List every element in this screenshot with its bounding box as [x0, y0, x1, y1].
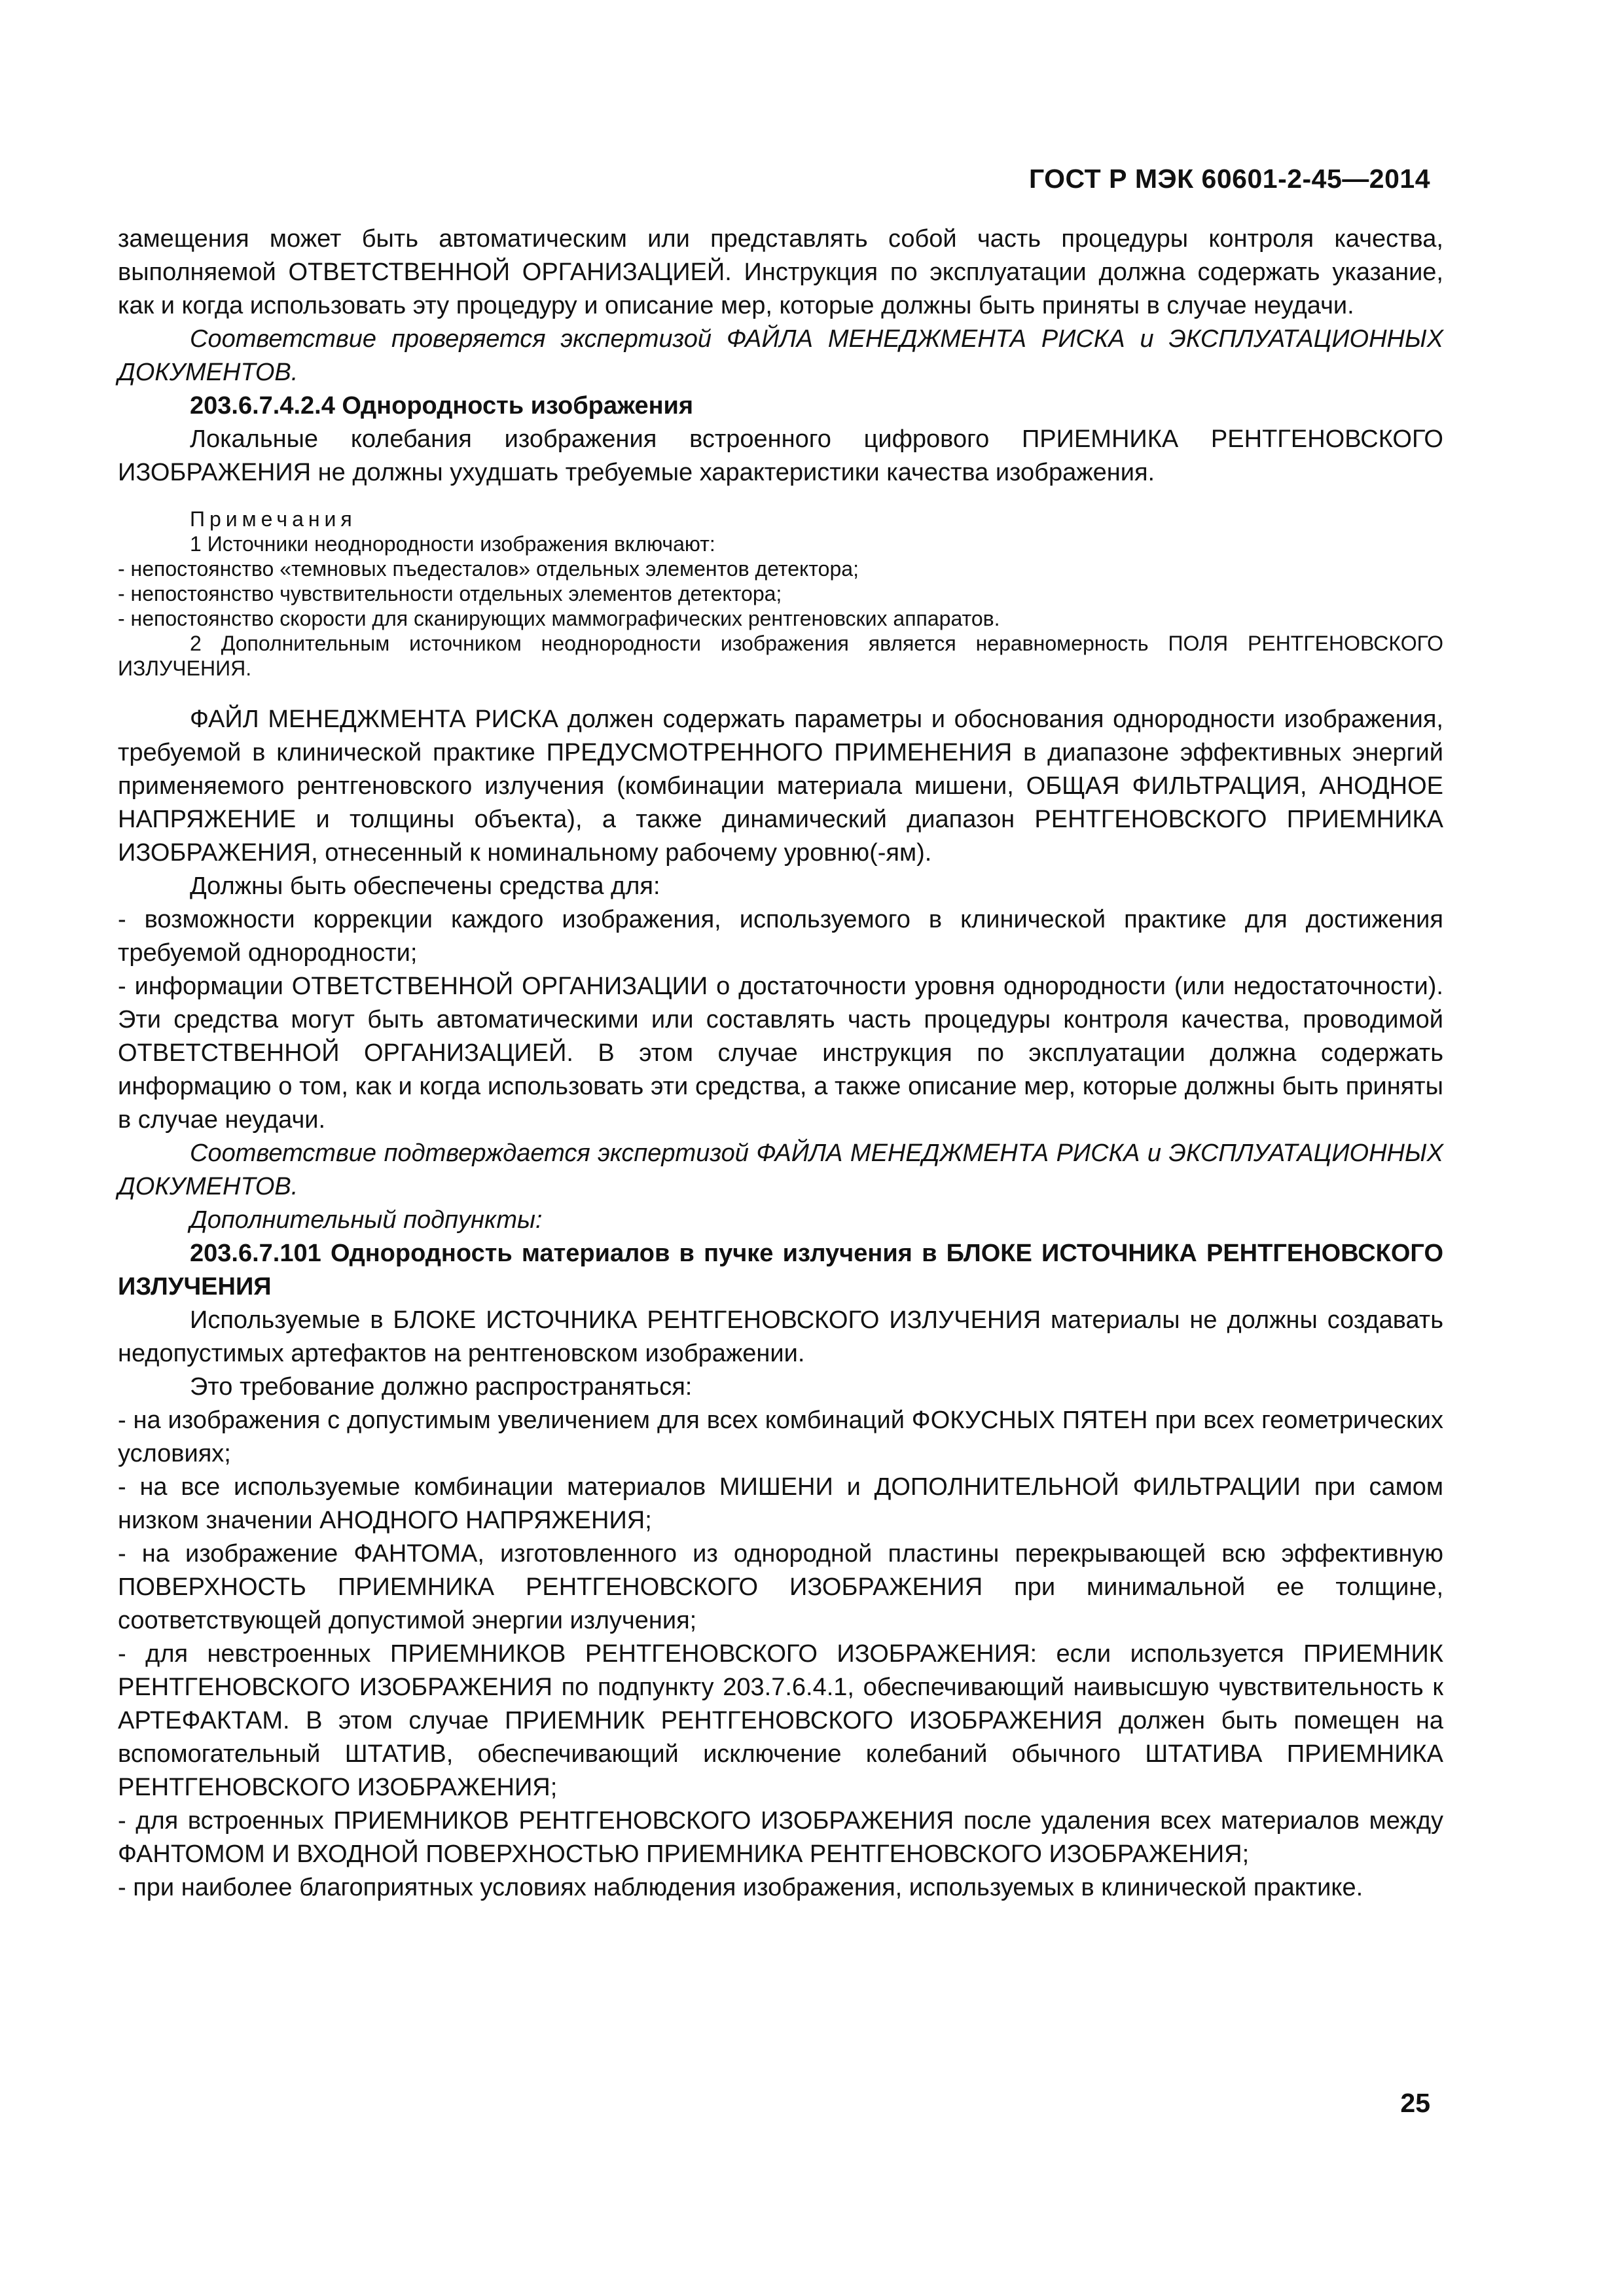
list-item: - информации ОТВЕТСТВЕННОЙ ОРГАНИЗАЦИИ о достаточности уровня однородности (или недостаточности). Эти средства могут быть автоматическими или составлять часть процедуры контроля качества, проводимой ОТВЕТСТВЕННОЙ ОРГАНИЗАЦИЕЙ. В этом случае инструкция по эксплуатации должна содержать информацию о том, как и когда использовать эти средства, а также описание мер, которые должны быть приняты в случае неудачи.	[118, 973, 1443, 1134]
section-heading: 203.6.7.4.2.4 Однородность изображения	[190, 392, 694, 420]
note-item: - непостоянство скорости для сканирующих маммографических рентгеновских аппаратов.	[118, 607, 1000, 630]
notes-block	[118, 507, 1443, 681]
note-2: 2 Дополнительным источником неоднородности изображения является неравномерность ПОЛЯ РЕНТГЕНОВСКОГО ИЗЛУЧЕНИЯ.	[118, 632, 1443, 680]
list-item: - на все используемые комбинации материалов МИШЕНИ и ДОПОЛНИТЕЛЬНОЙ ФИЛЬТРАЦИИ при самом низком значении АНОДНОГО НАПРЯЖЕНИЯ;	[118, 1473, 1443, 1534]
notes-title: Примечания	[190, 507, 357, 531]
page-number: 25	[1400, 2088, 1430, 2118]
list-item: - на изображение ФАНТОМА, изготовленного из однородной пластины перекрывающей всю эффективную ПОВЕРХНОСТЬ ПРИЕМНИКА РЕНТГЕНОВСКОГО ИЗОБРАЖЕНИЯ при минимальной ее толщине, соответствующей допустимой энергии излучения;	[118, 1540, 1443, 1634]
list-item: - при наиболее благоприятных условиях наблюдения изображения, используемых в клинической практике.	[118, 1874, 1363, 1901]
document-body	[118, 223, 1443, 1905]
continuation-paragraph: замещения может быть автоматическим или представлять собой часть процедуры контроля качества, выполняемой ОТВЕТСТВЕННОЙ ОРГАНИЗАЦИЕЙ. Инструкция по эксплуатации должна содержать указание, как и когда использовать эту процедуру и описание мер, которые должны быть приняты в случае неудачи.	[118, 225, 1443, 319]
note-item: - непостоянство «темновых пъедесталов» отдельных элементов детектора;	[118, 557, 859, 581]
note-1: 1 Источники неоднородности изображения включают:	[190, 532, 715, 556]
compliance-statement: Соответствие подтверждается экспертизой ФАЙЛА МЕНЕДЖМЕНТА РИСКА и ЭКСПЛУАТАЦИОННЫХ ДОКУМЕНТОВ.	[118, 1139, 1443, 1200]
list-item: - возможности коррекции каждого изображения, используемого в клинической практике для достижения требуемой однородности;	[118, 906, 1443, 967]
document-header: ГОСТ Р МЭК 60601-2-45—2014	[1028, 164, 1430, 194]
paragraph: Локальные колебания изображения встроенного цифрового ПРИЕМНИКА РЕНТГЕНОВСКОГО ИЗОБРАЖЕНИЯ не должны ухудшать требуемые характеристики качества изображения.	[118, 425, 1443, 486]
paragraph: ФАЙЛ МЕНЕДЖМЕНТА РИСКА должен содержать параметры и обоснования однородности изображения, требуемой в клинической практике ПРЕДУСМОТРЕННОГО ПРИМЕНЕНИЯ в диапазоне эффективных энергий применяемого рентгеновского излучения (комбинации материала мишени, ОБЩАЯ ФИЛЬТРАЦИЯ, АНОДНОЕ НАПРЯЖЕНИЕ и толщины объекта), а также динамический диапазон РЕНТГЕНОВСКОГО ПРИЕМНИКА ИЗОБРАЖЕНИЯ, отнесенный к номинальному рабочему уровню(-ям).	[118, 706, 1443, 867]
list-item: - для встроенных ПРИЕМНИКОВ РЕНТГЕНОВСКОГО ИЗОБРАЖЕНИЯ после удаления всех материалов между ФАНТОМОМ И ВХОДНОЙ ПОВЕРХНОСТЬЮ ПРИЕМНИКА РЕНТГЕНОВСКОГО ИЗОБРАЖЕНИЯ;	[118, 1807, 1443, 1868]
note-item: - непостоянство чувствительности отдельных элементов детектора;	[118, 582, 782, 605]
compliance-statement: Соответствие проверяется экспертизой ФАЙЛА МЕНЕДЖМЕНТА РИСКА и ЭКСПЛУАТАЦИОННЫХ ДОКУМЕНТОВ.	[118, 325, 1443, 386]
paragraph: Должны быть обеспечены средства для:	[190, 872, 660, 900]
section-heading: 203.6.7.101 Однородность материалов в пучке излучения в БЛОКЕ ИСТОЧНИКА РЕНТГЕНОВСКОГО ИЗЛУЧЕНИЯ	[118, 1240, 1443, 1300]
paragraph: Это требование должно распространяться:	[190, 1373, 693, 1401]
paragraph: Используемые в БЛОКЕ ИСТОЧНИКА РЕНТГЕНОВСКОГО ИЗЛУЧЕНИЯ материалы не должны создавать недопустимых артефактов на рентгеновском изображении.	[118, 1306, 1443, 1367]
list-item: - для невстроенных ПРИЕМНИКОВ РЕНТГЕНОВСКОГО ИЗОБРАЖЕНИЯ: если используется ПРИЕМНИК РЕНТГЕНОВСКОГО ИЗОБРАЖЕНИЯ по подпункту 203.7.6.4.1, обеспечивающий наивысшую чувствительность к АРТЕФАКТАМ. В этом случае ПРИЕМНИК РЕНТГЕНОВСКОГО ИЗОБРАЖЕНИЯ должен быть помещен на вспомогательный ШТАТИВ, обеспечивающий исключение колебаний обычного ШТАТИВА ПРИЕМНИКА РЕНТГЕНОВСКОГО ИЗОБРАЖЕНИЯ;	[118, 1640, 1443, 1801]
list-item: - на изображения с допустимым увеличением для всех комбинаций ФОКУСНЫХ ПЯТЕН при всех геометрических условиях;	[118, 1407, 1443, 1467]
additional-subclauses-label: Дополнительный подпункты:	[190, 1206, 543, 1234]
